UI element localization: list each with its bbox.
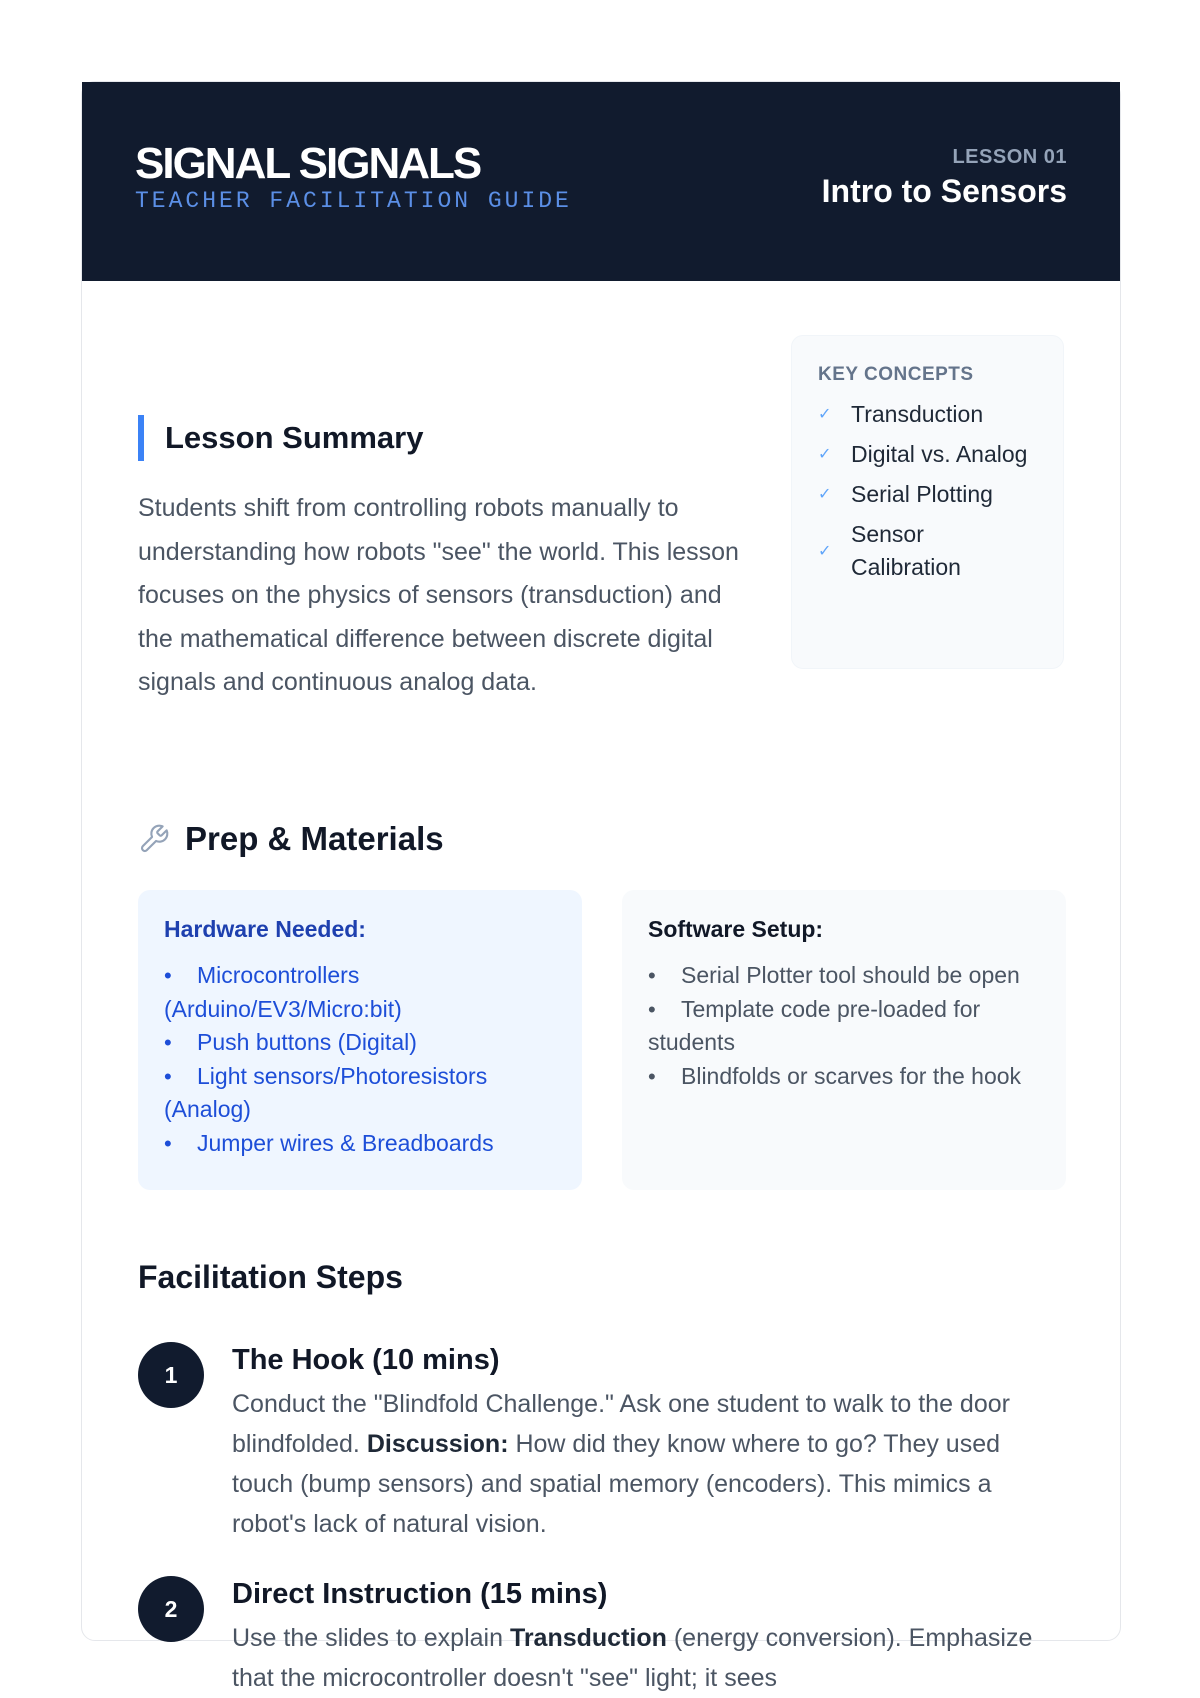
wrench-icon	[138, 823, 170, 855]
hardware-item: • Jumper wires & Breadboards	[164, 1129, 494, 1156]
step-text: Conduct the "Blindfold Challenge." Ask one student to walk to the door blindfolded. Discussion: How did they know where to go? They used touch (bump sensors) and spatial memory (encoders). This mimics a robot's lack of natural vision.	[232, 1390, 1010, 1538]
key-concept-item	[818, 518, 1037, 584]
step-number-badge: 2	[138, 1576, 204, 1642]
check-icon: ✓	[818, 446, 832, 463]
guide-card	[81, 81, 1121, 1692]
step-body	[232, 1342, 1068, 1544]
step-text: Use the slides to explain Transduction (energy conversion). Emphasize that the microcontroller doesn't "see" light; it sees	[232, 1624, 1033, 1692]
key-concept-label: Transduction	[851, 401, 984, 427]
step-title: The Hook (10 mins)	[232, 1344, 500, 1376]
hardware-item: • Microcontrollers (Arduino/EV3/Micro:bit)	[164, 962, 402, 1022]
software-title: Software Setup:	[648, 916, 824, 942]
header-banner	[82, 82, 1120, 281]
hardware-item: • Push buttons (Digital)	[164, 1029, 417, 1055]
brand-subtitle: TEACHER FACILITATION GUIDE	[135, 188, 572, 214]
step-body	[232, 1576, 1068, 1698]
brand-title: SIGNAL SIGNALS	[135, 139, 481, 188]
lesson-title: Intro to Sensors	[821, 173, 1067, 209]
software-item: • Serial Plotter tool should be open	[648, 962, 1020, 988]
software-list	[648, 959, 1040, 1093]
hardware-box	[138, 890, 582, 1190]
software-item: • Blindfolds or scarves for the hook	[648, 1062, 1022, 1089]
key-concepts-panel	[791, 335, 1064, 669]
lesson-summary-text: Students shift from controlling robots manually to understanding how robots "see" the world. This lesson focuses on the physics of sensors (transduction) and the mathematical difference between discrete digital signals and continuous analog data.	[138, 494, 739, 696]
key-concept-item	[818, 398, 1037, 431]
hardware-title: Hardware Needed:	[164, 916, 366, 942]
key-concept-label: Sensor Calibration	[851, 521, 961, 580]
step-number-badge: 1	[138, 1342, 204, 1408]
key-concept-label: Serial Plotting	[851, 481, 993, 507]
section-title: Lesson Summary	[165, 420, 424, 455]
hardware-list	[164, 959, 556, 1160]
key-concepts-title: KEY CONCEPTS	[818, 364, 974, 385]
lesson-info	[822, 146, 1067, 210]
key-concept-label: Digital vs. Analog	[851, 441, 1028, 467]
key-concept-item	[818, 478, 1037, 511]
check-icon: ✓	[818, 486, 832, 503]
lesson-summary-heading	[138, 415, 423, 461]
check-icon: ✓	[818, 406, 832, 423]
hardware-item: • Light sensors/Photoresistors (Analog)	[164, 1062, 488, 1122]
check-icon: ✓	[818, 542, 832, 560]
software-box	[622, 890, 1066, 1190]
lesson-number: LESSON 01	[952, 146, 1067, 168]
key-concept-item	[818, 438, 1037, 471]
key-concepts-list	[818, 398, 1037, 584]
software-item: • Template code pre-loaded for students	[648, 995, 981, 1055]
step-title: Direct Instruction (15 mins)	[232, 1578, 608, 1610]
section-title: Prep & Materials	[185, 820, 444, 857]
brand	[135, 138, 572, 214]
prep-materials-heading	[138, 820, 444, 858]
facilitation-steps-heading: Facilitation Steps	[138, 1259, 403, 1295]
